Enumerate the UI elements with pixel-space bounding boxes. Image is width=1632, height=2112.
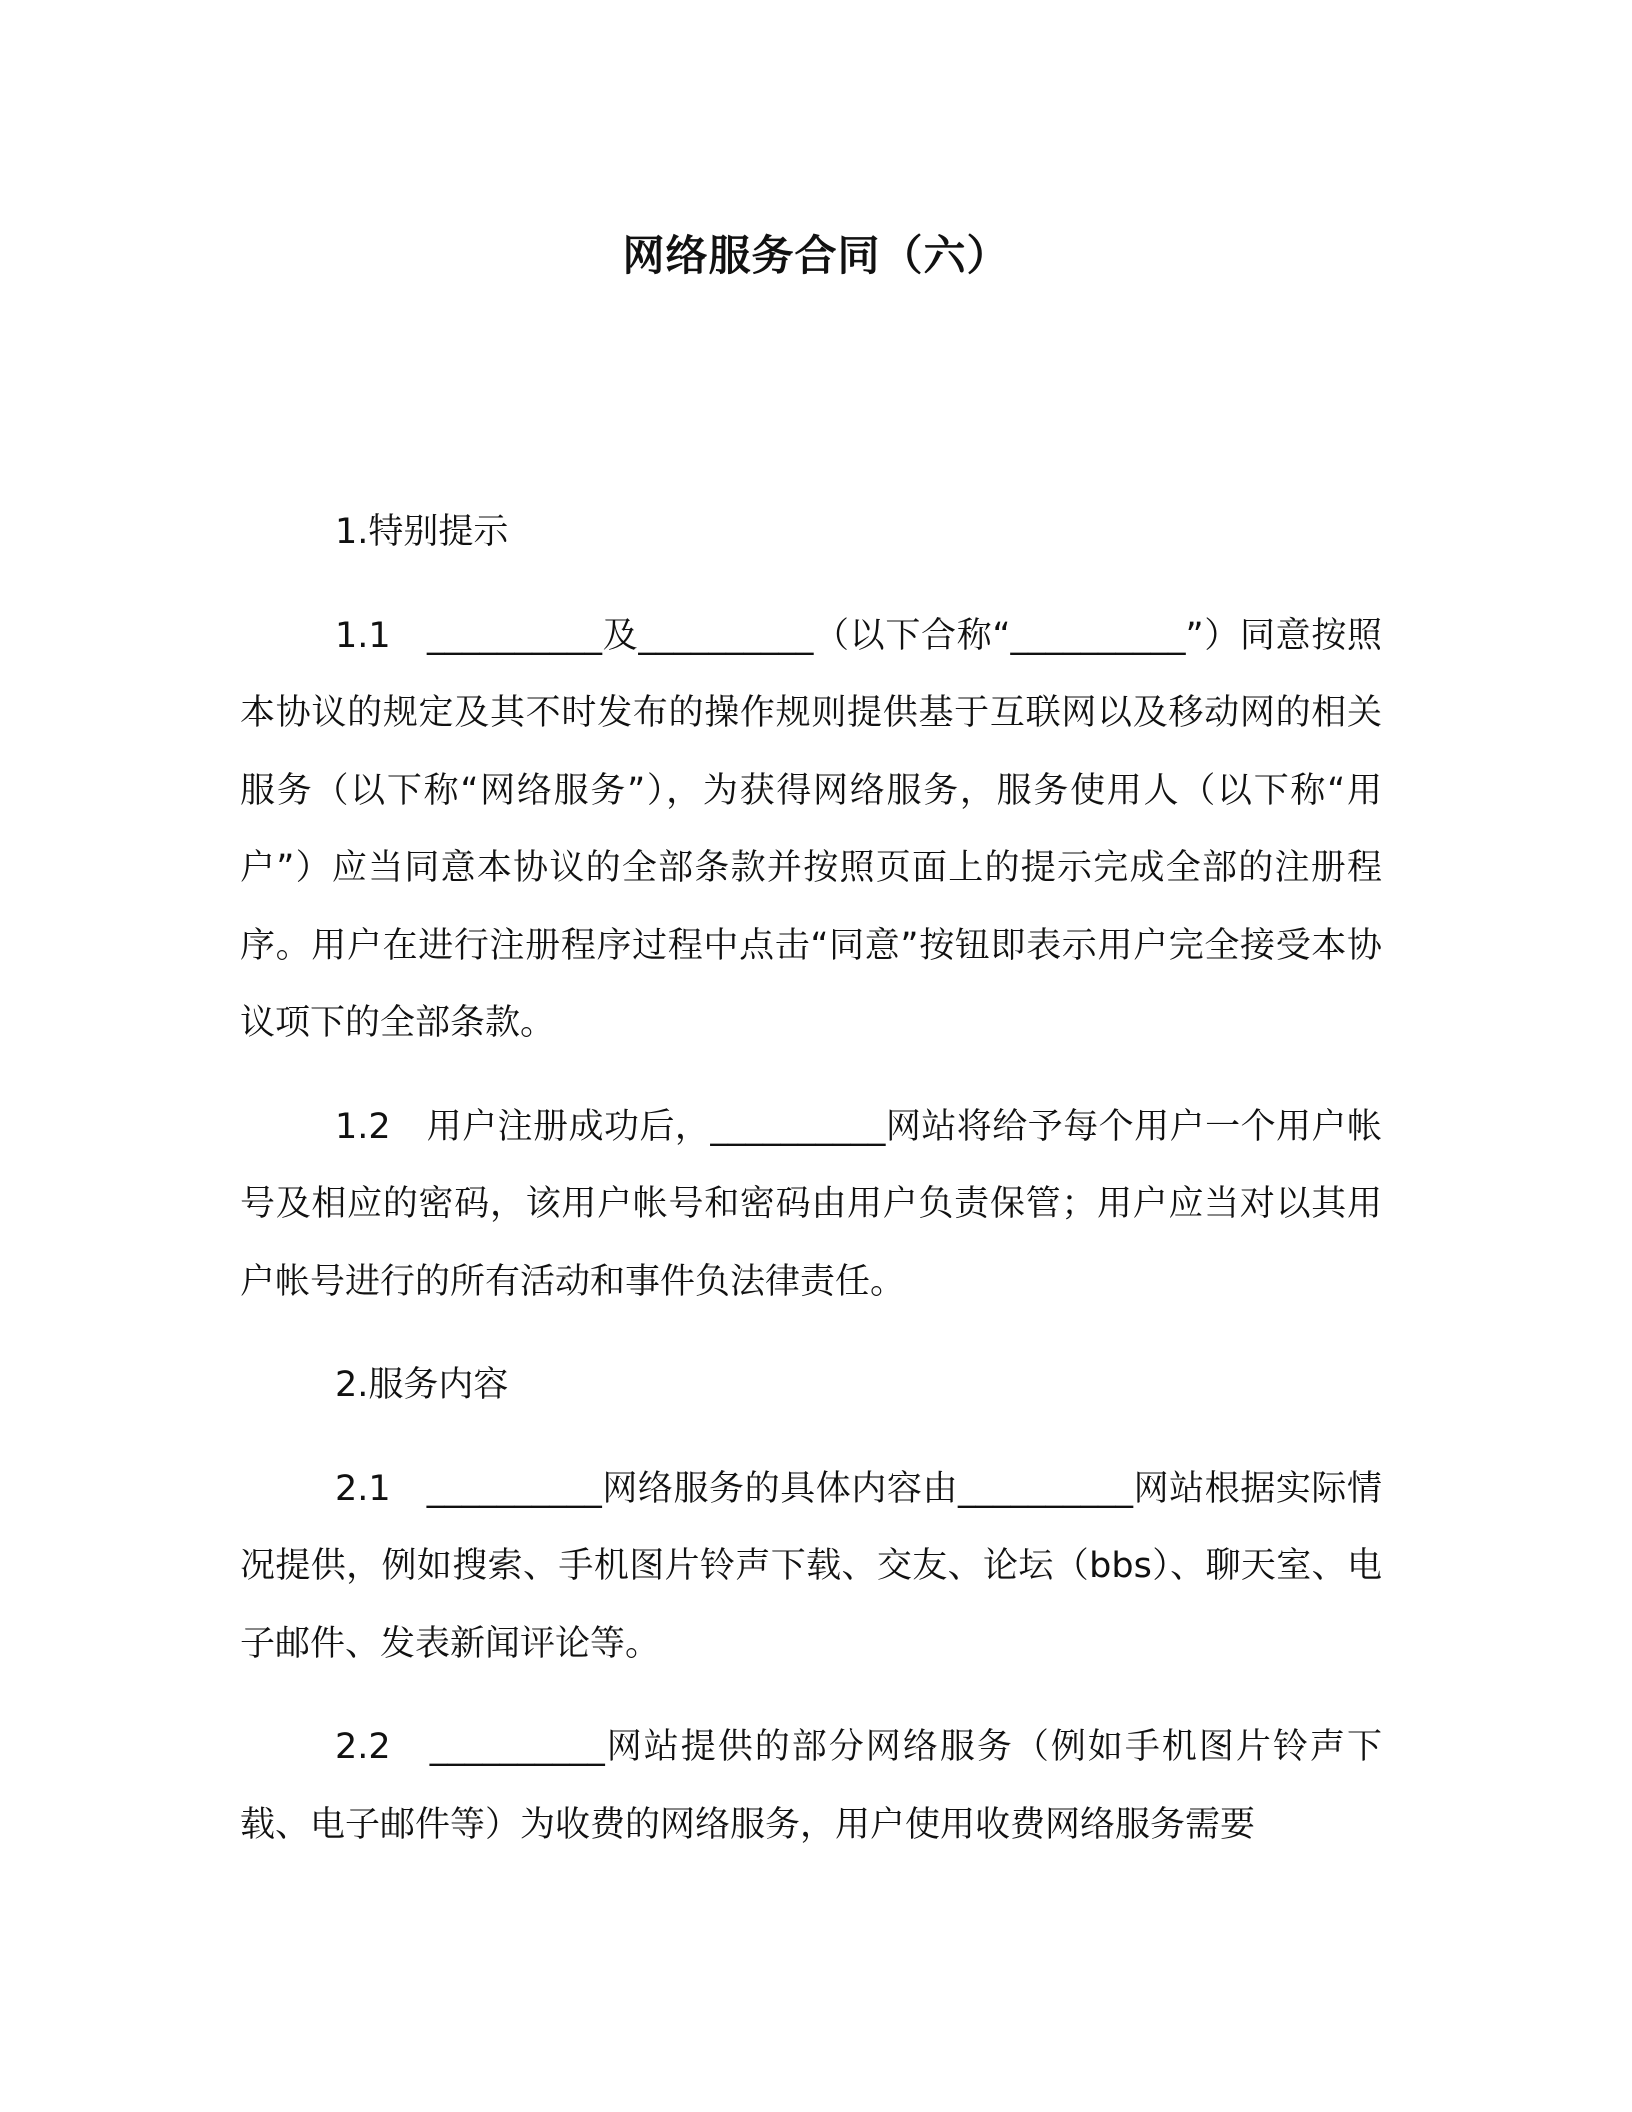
paragraph-2-1: 2.1 __________网络服务的具体内容由__________网站根据实际情况提供，例如搜索、手机图片铃声下载、交友、论坛（bbs）、聊天室、电子邮件、发表新闻评论等。 [240, 1468, 1382, 1664]
paragraph-1-1: 1.1 __________及__________（以下合称“__________”）同意按照本协议的规定及其不时发布的操作规则提供基于互联网以及移动网的相关服务（以下称“网络服务”），为获得网络服务，服务使用人（以下称“用户”）应当同意本协议的全部条款并按照页面上的提示完成全部的注册程序。用户在进行注册程序过程中点击“同意”按钮即表示用户完全接受本协议项下的全部条款。 [240, 615, 1382, 1043]
document-body [240, 494, 1382, 1890]
section-heading-1: 1.特别提示 [335, 512, 509, 552]
paragraph-2-2: 2.2 __________网站提供的部分网络服务（例如手机图片铃声下载、电子邮件等）为收费的网络服务，用户使用收费网络服务需要 [240, 1727, 1382, 1845]
document-title: 网络服务合同（六） [622, 231, 1010, 280]
section-heading-2: 2.服务内容 [335, 1365, 509, 1405]
paragraph-1-2: 1.2 用户注册成功后，__________网站将给予每个用户一个用户帐号及相应的密码，该用户帐号和密码由用户负责保管；用户应当对以其用户帐号进行的所有活动和事件负法律责任。 [240, 1106, 1382, 1302]
